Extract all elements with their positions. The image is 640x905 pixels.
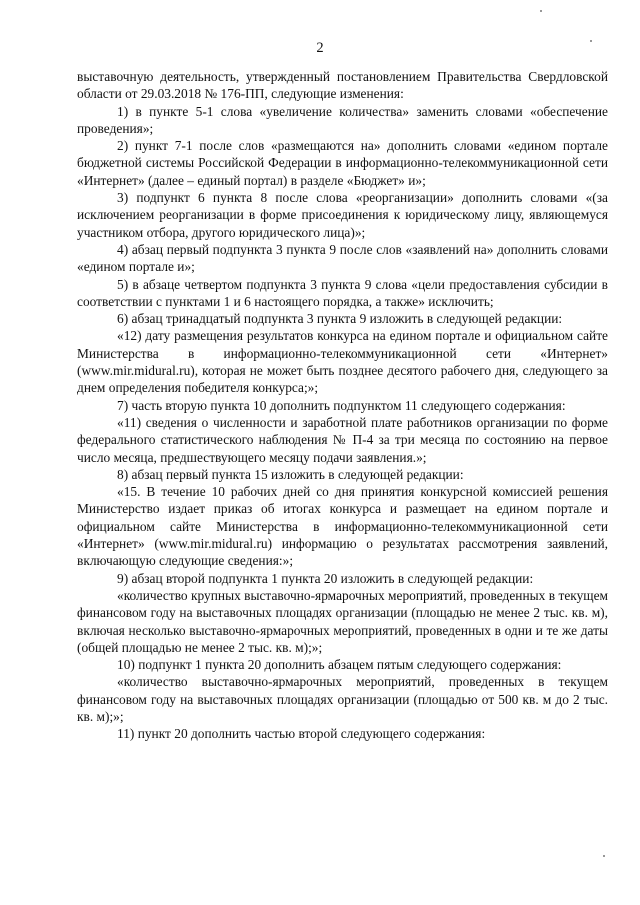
paragraph-item-11: 11) пункт 20 дополнить частью второй следующего содержания: [117, 726, 486, 742]
paragraph-item-10: 10) подпункт 1 пункта 20 дополнить абзацем пятым следующего содержания: [117, 657, 562, 673]
paragraph-item-8: 8) абзац первый пункта 15 изложить в следующей редакции: [117, 466, 464, 482]
paragraph-intro: выставочную деятельность, утвержденный постановлением Правительства Свердловской области от 29.03.2018 № 176-ПП, следующие изменения: [77, 69, 608, 102]
paragraph-quote-15: «15. В течение 10 рабочих дней со дня принятия конкурсной комиссией решения Министерство издает приказ об итогах конкурса и размещает на едином портале и официальном сайте Министерства в информационно-телекоммуникационной сети «Интернет» (www.mir.midural.ru) информацию о результатах рассмотрения заявлений, включающую следующие сведения:»; [77, 484, 608, 569]
paragraph-item-4: 4) абзац первый подпункта 3 пункта 9 после слов «заявлений на» дополнить словами «едином портале и»; [77, 241, 608, 275]
paragraph-item-3: 3) подпункт 6 пункта 8 после слова «реорганизации» дополнить словами «(за исключением реорганизации в форме присоединения к юридическому лицу, являющемуся участником отбора, другого юридического лица)»; [77, 190, 608, 240]
paragraph-item-6: 6) абзац тринадцатый подпункта 3 пункта 9 изложить в следующей редакции: [117, 311, 563, 327]
paragraph-quote-events: «количество выставочно-ярмарочных мероприятий, проведенных в текущем финансовом году на выставочных площадях организации (площадью от 500 кв. м до 2 тыс. кв. м);»; [77, 674, 608, 724]
paragraph-item-9: 9) абзац второй подпункта 1 пункта 20 изложить в следующей редакции: [117, 570, 534, 586]
paragraph-item-1: 1) в пункте 5-1 слова «увеличение количества» заменить словами «обеспечение проведения»; [77, 103, 608, 136]
scan-speck [590, 40, 592, 42]
paragraph-quote-11: «11) сведения о численности и заработной плате работников организации по форме федерального статистического наблюдения № П-4 за три месяца по состоянию на первое число месяца, предшествующего месяцу подачи заявления.»; [77, 414, 608, 465]
paragraph-item-2: 2) пункт 7-1 после слов «размещаются на» дополнить словами «едином портале бюджетной системы Российской Федерации в информационно-телекоммуникационной сети «Интернет» (далее – единый портал) в разделе «Бюджет» и»; [77, 138, 608, 188]
paragraph-item-7: 7) часть вторую пункта 10 дополнить подпунктом 11 следующего содержания: [117, 397, 566, 413]
paragraph-item-5: 5) в абзаце четвертом подпункта 3 пункта 9 слова «цели предоставления субсидии в соответствии с пунктами 1 и 6 настоящего порядка, а также» исключить; [77, 276, 608, 309]
page-number: 2 [316, 40, 324, 56]
scan-speck [540, 10, 542, 12]
document-body [77, 68, 608, 743]
scan-speck [603, 855, 605, 857]
paragraph-quote-12: «12) дату размещения результатов конкурса на едином портале и официальном сайте Министерства в информационно-телекоммуникационной сети «Интернет» (www.mir.midural.ru), которая не может быть позднее десятого рабочего дня, следующего за днем определения победителя конкурса;»; [77, 328, 608, 396]
paragraph-quote-large-events: «количество крупных выставочно-ярмарочных мероприятий, проведенных в текущем финансовом году на выставочных площадях организации (площадью не менее 2 тыс. кв. м), включая несколько выставочно-ярмарочных мероприятий, проведенных в одни и те же даты (общей площадью не менее 2 тыс. кв. м);»; [77, 587, 608, 655]
